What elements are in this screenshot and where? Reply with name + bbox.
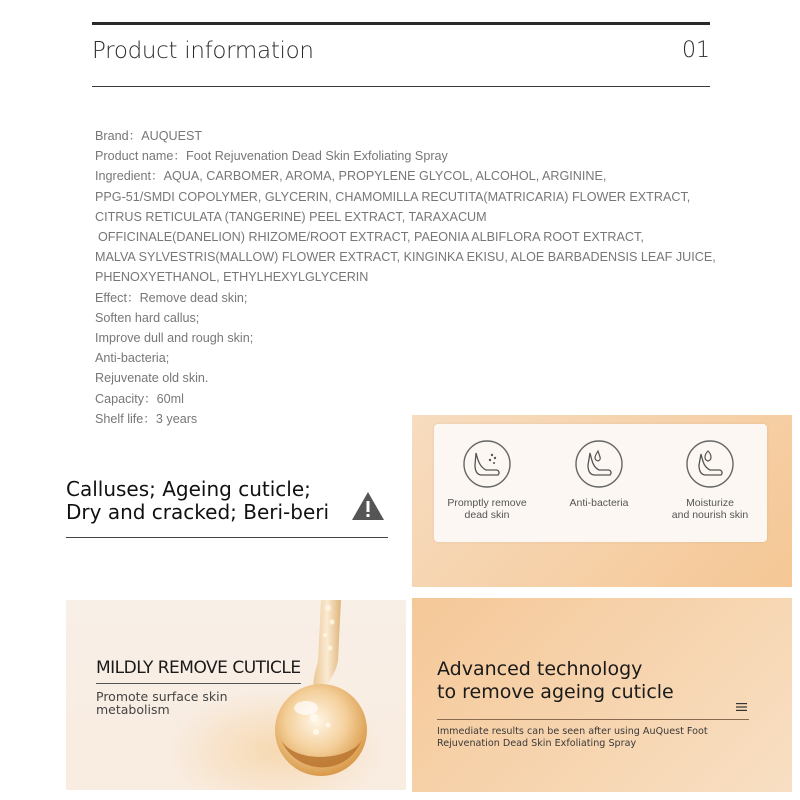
info-effect-line: Soften hard callus; bbox=[95, 310, 200, 325]
symptoms-line: Calluses; Ageing cuticle; bbox=[66, 477, 311, 501]
foot-leaf-icon bbox=[685, 439, 735, 489]
feature-label: Anti-bacteria bbox=[569, 497, 629, 509]
advanced-divider bbox=[437, 719, 749, 720]
page-number: 01 bbox=[682, 38, 710, 63]
header-bottom-rule bbox=[92, 86, 710, 87]
feature-moisturize bbox=[655, 439, 765, 521]
info-effect-line: Rejuvenate old skin. bbox=[95, 371, 209, 386]
symptoms-text bbox=[66, 478, 329, 524]
header-top-rule bbox=[92, 22, 710, 25]
info-effect: Effect：Remove dead skin; bbox=[95, 290, 248, 305]
symptoms-underline bbox=[66, 537, 388, 538]
advanced-description bbox=[437, 726, 757, 750]
info-brand: Brand：AUQUEST bbox=[95, 129, 203, 143]
info-ingredient: Ingredient：AQUA, CARBOMER, AROMA, PROPYLENE GLYCOL, ALCOHOL, ARGININE, bbox=[95, 169, 607, 184]
subtitle-line: metabolism bbox=[96, 702, 170, 717]
feature-label: Moisturize bbox=[686, 497, 734, 509]
feature-anti-bacteria bbox=[544, 439, 654, 509]
feature-remove-dead-skin bbox=[432, 439, 542, 521]
page-title: Product information bbox=[92, 38, 314, 64]
mild-remove-subtitle bbox=[96, 690, 256, 716]
info-ingredient-line: PPG-51/SMDI COPOLYMER, GLYCERIN, CHAMOMILLA RECUTITA(MATRICARIA) FLOWER EXTRACT, bbox=[95, 189, 691, 204]
subtitle-line: Promote surface skin bbox=[96, 689, 228, 704]
info-capacity: Capacity：60ml bbox=[95, 391, 184, 406]
info-ingredient-line: MALVA SYLVESTRIS(MALLOW) FLOWER EXTRACT, KINGINKA EKISU, ALOE BARBADENSIS LEAF JUICE, bbox=[95, 250, 716, 265]
advanced-title bbox=[437, 658, 674, 704]
info-ingredient-line: PHENOXYETHANOL, ETHYLHEXYLGLYCERIN bbox=[95, 270, 369, 285]
foot-drop-icon bbox=[574, 439, 624, 489]
mild-remove-underline bbox=[96, 683, 301, 684]
info-shelf-life: Shelf life：3 years bbox=[95, 411, 198, 426]
feature-label: dead skin bbox=[464, 509, 510, 521]
menu-lines-icon bbox=[736, 703, 747, 711]
info-effect-line: Anti-bacteria; bbox=[95, 351, 170, 366]
product-info bbox=[95, 126, 745, 429]
info-ingredient-line: CITRUS RETICULATA (TANGERINE) PEEL EXTRACT, TARAXACUM bbox=[95, 209, 487, 224]
title-line: to remove ageing cuticle bbox=[437, 681, 674, 703]
description-line: Immediate results can be seen after using AuQuest Foot bbox=[437, 726, 708, 737]
title-line: Advanced technology bbox=[437, 658, 643, 680]
info-effect-line: Improve dull and rough skin; bbox=[95, 331, 254, 346]
description-line: Rejuvenation Dead Skin Exfoliating Spray bbox=[437, 738, 637, 749]
mild-remove-title: MILDLY REMOVE CUTICLE bbox=[96, 658, 301, 678]
feature-label: Promptly remove bbox=[447, 497, 527, 509]
symptoms-line: Dry and cracked; Beri-beri bbox=[66, 500, 330, 524]
foot-icon bbox=[462, 439, 512, 489]
info-product-name: Product name：Foot Rejuvenation Dead Skin Exfoliating Spray bbox=[95, 149, 448, 164]
feature-label: and nourish skin bbox=[671, 509, 749, 521]
warning-triangle-icon bbox=[350, 490, 386, 522]
info-ingredient-line: OFFICINALE(DANELION) RHIZOME/ROOT EXTRACT, PAEONIA ALBIFLORA ROOT EXTRACT, bbox=[98, 230, 644, 245]
